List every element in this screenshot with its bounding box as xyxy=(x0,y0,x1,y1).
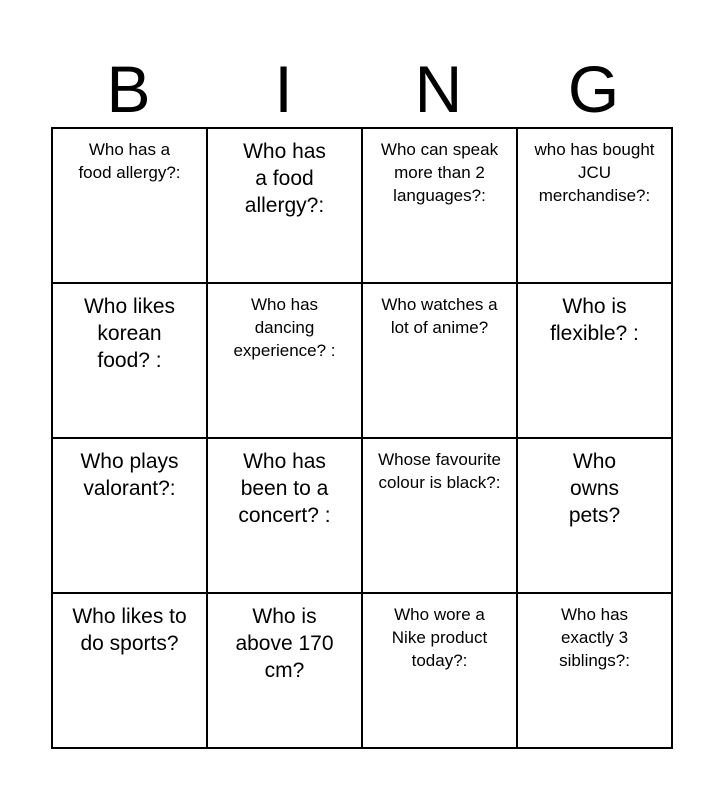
bingo-square[interactable] xyxy=(207,128,362,283)
header-letter-b: B xyxy=(106,52,151,126)
bingo-square-text: Who likes to do sports? xyxy=(72,605,187,655)
bingo-square[interactable] xyxy=(52,593,207,748)
bingo-header xyxy=(51,50,671,128)
bingo-square[interactable] xyxy=(207,438,362,593)
bingo-square[interactable] xyxy=(52,438,207,593)
bingo-square-text: Who can speak more than 2 languages?: xyxy=(380,140,499,205)
bingo-square[interactable] xyxy=(207,283,362,438)
bingo-square[interactable] xyxy=(52,128,207,283)
bingo-square-text: Who has a food allergy?: xyxy=(243,140,326,217)
bingo-square[interactable] xyxy=(517,128,672,283)
bingo-square-text: Who is flexible? : xyxy=(550,295,639,345)
bingo-row xyxy=(52,128,672,283)
bingo-row xyxy=(52,438,672,593)
bingo-square[interactable] xyxy=(517,283,672,438)
bingo-square[interactable] xyxy=(517,593,672,748)
bingo-square[interactable] xyxy=(517,438,672,593)
bingo-square[interactable] xyxy=(362,593,517,748)
bingo-square[interactable] xyxy=(52,283,207,438)
header-letter-g: G xyxy=(567,52,620,126)
bingo-grid xyxy=(51,127,673,749)
bingo-square-text: Who watches a lot of anime? xyxy=(381,295,498,337)
bingo-square-text: who has bought JCU merchandise?: xyxy=(534,140,655,205)
bingo-square-text: Who is above 170 cm? xyxy=(235,605,334,682)
bingo-square-text: Who plays valorant?: xyxy=(80,450,179,500)
header-letter-i: I xyxy=(274,52,293,126)
bingo-square[interactable] xyxy=(362,283,517,438)
bingo-square[interactable] xyxy=(362,438,517,593)
bingo-row xyxy=(52,593,672,748)
bingo-square-text: Who owns pets? xyxy=(568,450,621,527)
bingo-row xyxy=(52,283,672,438)
bingo-square[interactable] xyxy=(207,593,362,748)
bingo-square[interactable] xyxy=(362,128,517,283)
bingo-square-text: Who has a food allergy?: xyxy=(78,140,181,182)
bingo-square-text: Who has dancing experience? : xyxy=(233,295,336,360)
bingo-square-text: Who likes korean food? : xyxy=(83,295,176,372)
bingo-square-text: Who has exactly 3 siblings?: xyxy=(559,605,630,670)
bingo-square-text: Who has been to a concert? : xyxy=(238,450,331,527)
bingo-square-text: Whose favourite colour is black?: xyxy=(378,450,501,492)
header-letter-n: N xyxy=(414,52,463,126)
bingo-square-text: Who wore a Nike product today?: xyxy=(391,605,488,670)
